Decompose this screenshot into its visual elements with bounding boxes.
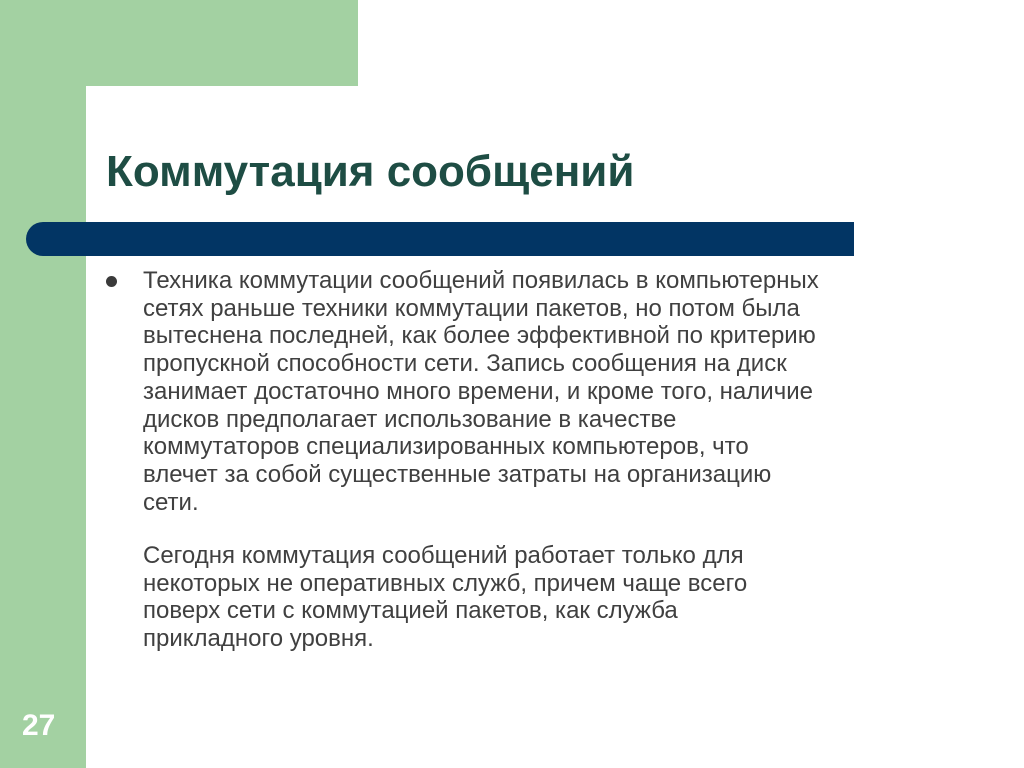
bullet-dot-icon xyxy=(106,276,117,287)
top-green-band xyxy=(0,0,358,86)
text-line: прикладного уровня. xyxy=(143,625,374,653)
slide-title: Коммутация сообщений xyxy=(106,147,635,196)
text-line: дисков предполагает использование в качестве xyxy=(143,405,677,433)
text-line: некоторых не оперативных служб, причем чаще всего xyxy=(143,569,748,597)
text-line: вытеснена последней, как более эффективной по критерию xyxy=(143,322,816,350)
text-line: пропускной способности сети. Запись сообщения на диск xyxy=(143,350,787,378)
left-green-band xyxy=(0,0,86,768)
text-line: влечет за собой существенные затраты на организацию xyxy=(143,460,772,488)
body-paragraph-2 xyxy=(143,542,963,653)
title-underline-bar xyxy=(26,222,854,256)
text-line: Сегодня коммутация сообщений работает только для xyxy=(143,542,744,569)
text-line: сети. xyxy=(143,488,199,516)
body-paragraph-1 xyxy=(143,267,963,516)
text-line: Техника коммутации сообщений появилась в компьютерных xyxy=(143,267,819,294)
slide-number: 27 xyxy=(22,709,56,742)
text-line: сетях раньше техники коммутации пакетов, но потом была xyxy=(143,294,800,322)
text-line: поверх сети с коммутацией пакетов, как служба xyxy=(143,597,678,625)
text-line: коммутаторов специализированных компьютеров, что xyxy=(143,433,749,461)
text-line: занимает достаточно много времени, и кроме того, наличие xyxy=(143,377,813,405)
